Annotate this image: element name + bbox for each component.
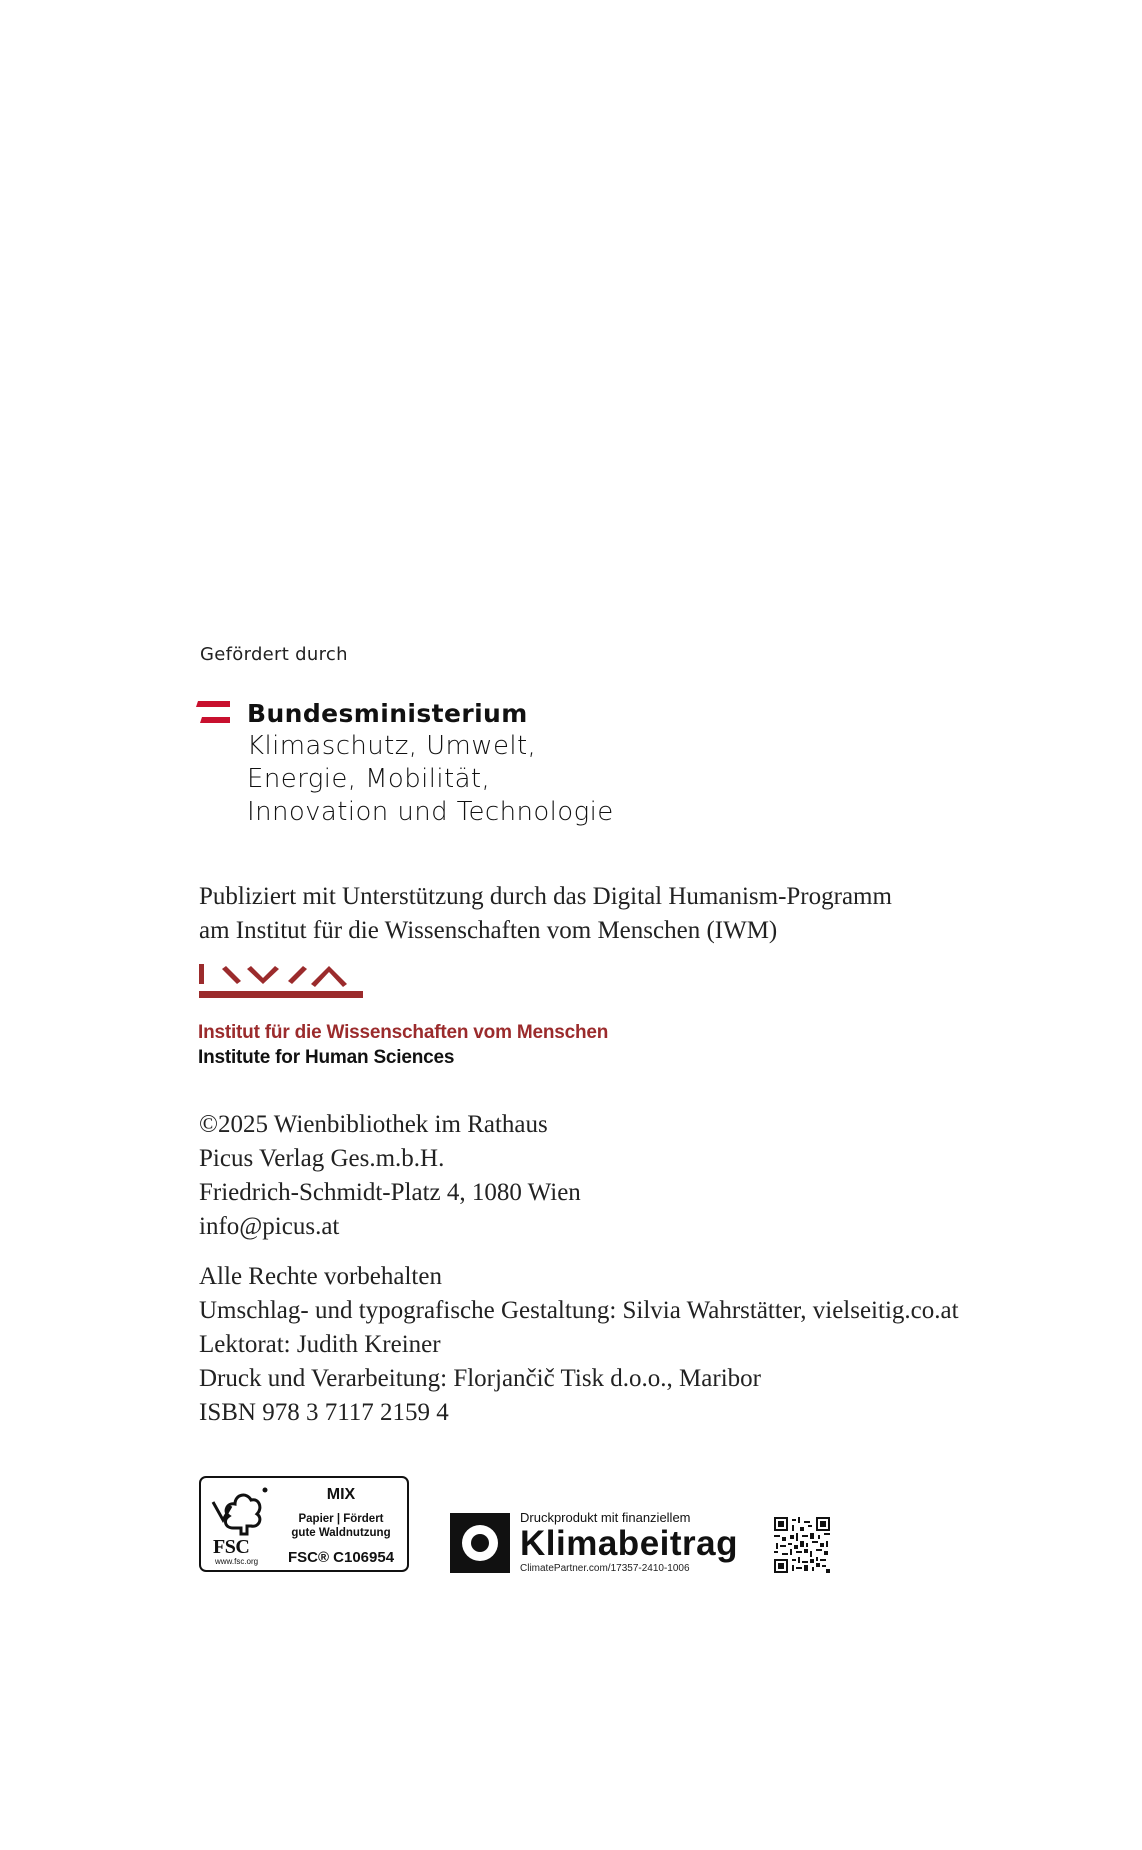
ministry-line: Klimaschutz, Umwelt, bbox=[247, 731, 537, 761]
funded-by-label: Gefördert durch bbox=[200, 644, 348, 665]
imprint-line: Friedrich-Schmidt-Platz 4, 1080 Wien bbox=[199, 1179, 581, 1206]
iwm-logo-icon bbox=[199, 964, 363, 1002]
climate-url: ClimatePartner.com/17357-2410-1006 bbox=[520, 1563, 690, 1574]
imprint-block bbox=[199, 1108, 581, 1244]
iwm-name-german: Institut für die Wissenschaften vom Menschen bbox=[198, 1022, 609, 1043]
ministry-line: Energie, Mobilität, bbox=[247, 764, 491, 794]
ministry-line: Innovation und Technologie bbox=[247, 797, 614, 827]
qr-code-icon bbox=[774, 1517, 830, 1573]
climate-title: Klimabeitrag bbox=[520, 1524, 738, 1563]
fsc-logo-text: FSC bbox=[213, 1536, 250, 1558]
fsc-mix: MIX bbox=[326, 1486, 356, 1503]
ministry-name bbox=[247, 697, 667, 829]
ministry-line: Bundesministerium bbox=[247, 699, 528, 728]
publication-line: am Institut für die Wissenschaften vom Menschen (IWM) bbox=[199, 917, 778, 944]
climate-top-text: Druckprodukt mit finanziellem bbox=[520, 1510, 691, 1525]
credits-line: Umschlag- und typografische Gestaltung: Silvia Wahrstätter, vielseitig.co.at bbox=[199, 1297, 959, 1324]
fsc-tree-icon bbox=[209, 1484, 271, 1536]
credits-line: Lektorat: Judith Kreiner bbox=[199, 1331, 441, 1358]
imprint-line: Picus Verlag Ges.m.b.H. bbox=[199, 1145, 445, 1172]
fsc-paper-line: Papier | Fördert bbox=[298, 1513, 384, 1525]
imprint-line: ©2025 Wienbibliothek im Rathaus bbox=[199, 1111, 548, 1138]
iwm-name bbox=[198, 1020, 608, 1070]
credits-line: Alle Rechte vorbehalten bbox=[199, 1263, 442, 1290]
climate-partner-icon bbox=[450, 1513, 510, 1573]
climate-label bbox=[520, 1510, 738, 1574]
iwm-name-english: Institute for Human Sciences bbox=[198, 1047, 455, 1068]
fsc-label bbox=[199, 1476, 409, 1572]
fsc-code: FSC® C106954 bbox=[287, 1549, 395, 1566]
credits-block bbox=[199, 1260, 959, 1430]
fsc-paper-line: gute Waldnutzung bbox=[291, 1527, 391, 1539]
publication-line: Publiziert mit Unterstützung durch das Digital Humanism-Programm bbox=[199, 883, 892, 910]
fsc-paper-text bbox=[285, 1512, 397, 1540]
credits-line: Druck und Verarbeitung: Florjančič Tisk d.o.o., Maribor bbox=[199, 1365, 761, 1392]
fsc-url: www.fsc.org bbox=[215, 1557, 259, 1566]
isbn: ISBN 978 3 7117 2159 4 bbox=[199, 1399, 449, 1426]
imprint-email: info@picus.at bbox=[199, 1213, 340, 1240]
publication-note bbox=[199, 880, 892, 948]
austria-flag-icon bbox=[196, 701, 230, 725]
